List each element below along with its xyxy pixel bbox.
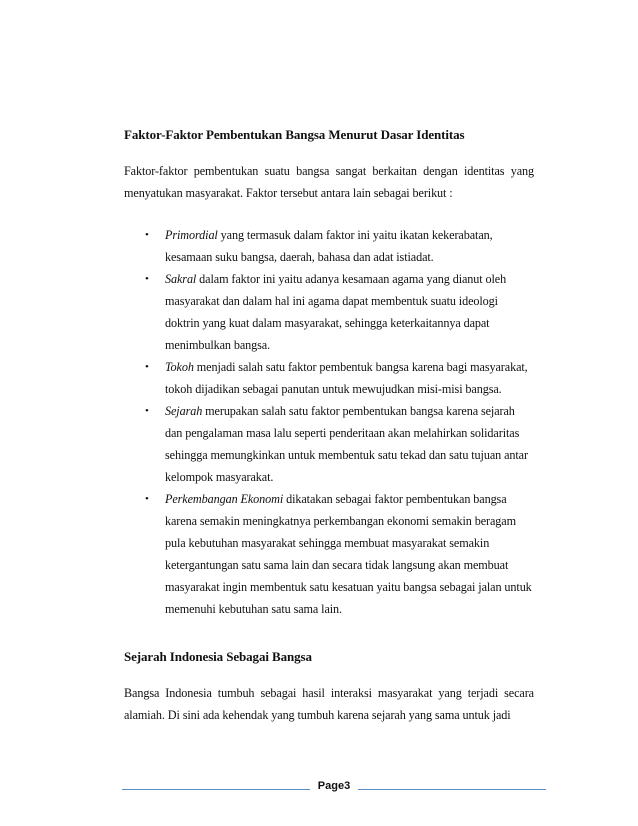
bullet-item-sakral (124, 268, 534, 356)
bullet-icon: • (145, 361, 149, 373)
page-footer (122, 778, 546, 800)
bullet-text: dikatakan sebagai faktor pembentukan bangsa karena semakin meningkatnya perkembangan ekonomi semakin beragam pula kebutuhan masyarakat sehingga membuat masyarakat semakin ketergantungan satu sama lain dan secara tidak langsung akan membuat masyarakat ingin membentuk satu kesatuan yaitu bangsa sebagai jalan untuk memenuhi kebutuhan satu sama lain. (165, 492, 532, 616)
bullet-term: Sakral (165, 272, 197, 286)
bullet-item-perkembangan-ekonomi (124, 488, 534, 620)
bullet-text: merupakan salah satu faktor pembentukan bangsa karena sejarah dan pengalaman masa lalu seperti penderitaan akan melahirkan solidaritas sehingga memungkinkan untuk membentuk satu tekad dan satu tujuan antar kelompok masyarakat. (165, 404, 528, 484)
intro-paragraph: Faktor-faktor pembentukan suatu bangsa sangat berkaitan dengan identitas yang menyatukan masyarakat. Faktor tersebut antara lain sebagai berikut : (124, 164, 534, 200)
bullet-term: Tokoh (165, 360, 194, 374)
bullet-icon: • (145, 229, 149, 241)
bullet-text: yang termasuk dalam faktor ini yaitu ikatan kekerabatan, kesamaan suku bangsa, daerah, bahasa dan adat istiadat. (165, 228, 493, 264)
bullet-term: Sejarah (165, 404, 203, 418)
bullet-item-sejarah (124, 400, 534, 488)
sejarah-paragraph: Bangsa Indonesia tumbuh sebagai hasil interaksi masyarakat yang terjadi secara alamiah. Di sini ada kehendak yang tumbuh karena sejarah yang sama untuk jadi (124, 686, 534, 722)
bullet-text: dalam faktor ini yaitu adanya kesamaan agama yang dianut oleh masyarakat dan dalam hal ini agama dapat membentuk suatu ideologi doktrin yang kuat dalam masyarakat, sehingga keterkaitannya dapat menimbulkan bangsa. (165, 272, 507, 352)
bullet-item-primordial (124, 224, 534, 268)
footer-rule-left (122, 789, 310, 790)
section-heading-faktor: Faktor-Faktor Pembentukan Bangsa Menurut Dasar Identitas (124, 127, 465, 142)
bullet-text: menjadi salah satu faktor pembentuk bangsa karena bagi masyarakat, tokoh dijadikan sebagai panutan untuk mewujudkan misi-misi bangsa. (165, 360, 528, 396)
section-heading-sejarah: Sejarah Indonesia Sebagai Bangsa (124, 649, 312, 664)
bullet-icon: • (145, 493, 149, 505)
bullet-icon: • (145, 405, 149, 417)
footer-rule-right (358, 789, 546, 790)
bullet-term: Perkembangan Ekonomi (165, 492, 284, 506)
bullet-item-tokoh (124, 356, 534, 400)
page-number: Page3 (317, 780, 351, 792)
bullet-icon: • (145, 273, 149, 285)
factor-bullet-list (124, 224, 534, 620)
bullet-term: Primordial (165, 228, 218, 242)
